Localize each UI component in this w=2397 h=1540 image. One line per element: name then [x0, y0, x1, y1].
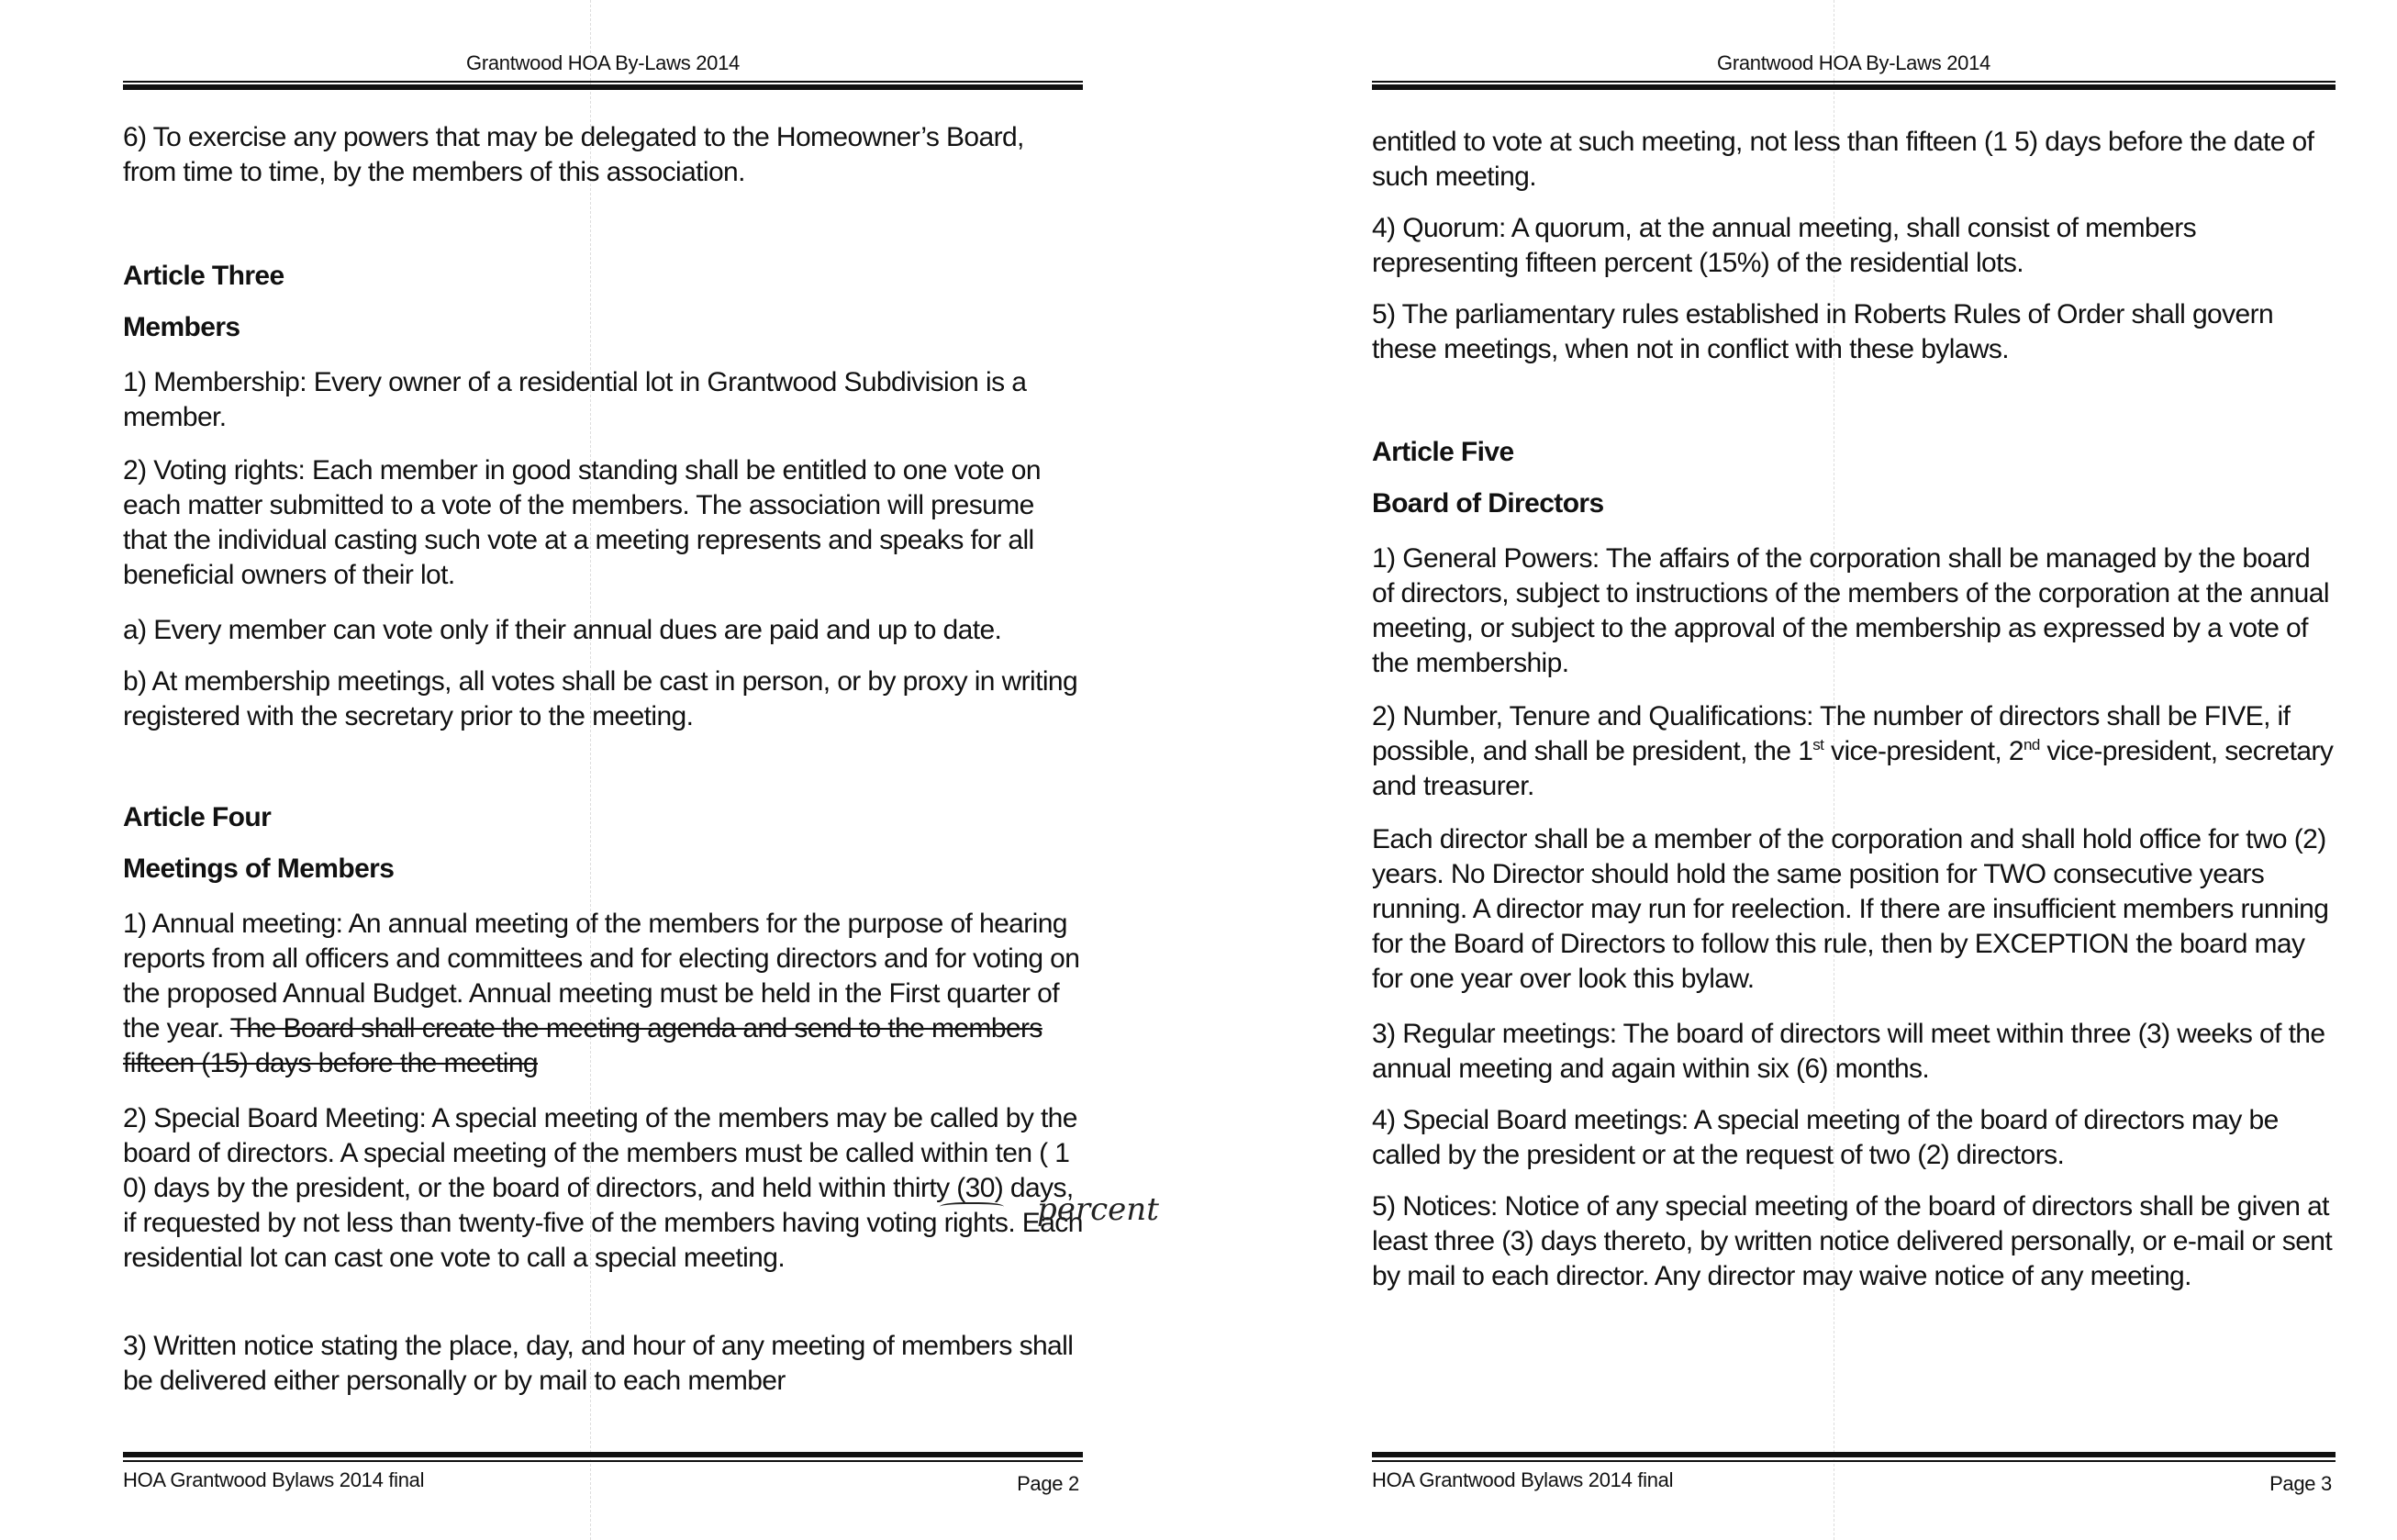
notice-continued-paragraph: entitled to vote at such meeting, not less than fifteen (1 5) days before the date of such meeting. — [1372, 127, 2314, 192]
page-number: Page 3 — [2269, 1472, 2332, 1495]
parliamentary-rules-paragraph: 5) The parliamentary rules established in Roberts Rules of Order shall govern these meetings, when not in conflict with these bylaws. — [1372, 299, 2274, 364]
dues-paragraph: a) Every member can vote only if their annual dues are paid and up to date. — [123, 615, 1002, 645]
voting-rights-paragraph: 2) Voting rights: Each member in good standing shall be entitled to one vote on each matter submitted to a vote of the members. The association will presume that the individual casting such vote at a meeting represents and speaks for all beneficial owners of their lot. — [123, 455, 1041, 590]
paragraph-6: 6) To exercise any powers that may be delegated to the Homeowner’s Board, from time to time, by the members of this association. — [123, 122, 1024, 187]
number-tenure-paragraph — [1372, 699, 2336, 804]
annual-meeting-paragraph — [123, 907, 1083, 1081]
header-rule — [123, 81, 1083, 90]
number-tenure-text: vice-president, secretary and treasurer. — [1372, 736, 2334, 801]
regular-meetings-paragraph: 3) Regular meetings: The board of directors will meet within three (3) weeks of the annual meeting and again within six (6) months. — [1372, 1019, 2325, 1084]
notices-paragraph: 5) Notices: Notice of any special meeting of the board of directors shall be given at least three (3) days thereto, by written notice delivered personally, or e-mail or sent by mail to each director. Any director may waive notice of any meeting. — [1372, 1191, 2333, 1291]
page-3 — [1372, 0, 2336, 1540]
written-notice-paragraph: 3) Written notice stating the place, day, and hour of any meeting of members shall be delivered either personally or by mail to each member — [123, 1331, 1074, 1396]
article-three-subtitle: Members — [123, 312, 240, 342]
article-five-title: Article Five — [1372, 437, 1514, 467]
proxy-paragraph: b) At membership meetings, all votes shall be cast in person, or by proxy in writing registered with the secretary prior to the meeting. — [123, 666, 1078, 731]
struck-text: The Board shall create the meeting agenda and send to the members fifteen (15) days before the meeting — [123, 1013, 1042, 1078]
quorum-paragraph: 4) Quorum: A quorum, at the annual meeting, shall consist of members representing fifteen percent (15%) of the residential lots. — [1372, 213, 2197, 278]
article-three-title: Article Three — [123, 261, 284, 291]
director-term-paragraph: Each director shall be a member of the corporation and shall hold office for two (2) years. No Director should hold the same position for TWO consecutive years running. A director may run for reelection. If there are insufficient members running for the Board of Directors to follow this rule, then by EXCEPTION the board may for one year over look this bylaw. — [1372, 824, 2329, 994]
handwritten-caret — [940, 1202, 1004, 1213]
ordinal-suffix: st — [1812, 736, 1824, 753]
article-four-subtitle: Meetings of Members — [123, 854, 395, 884]
page-header: Grantwood HOA By-Laws 2014 — [1717, 51, 1990, 74]
page-number: Page 2 — [1017, 1472, 1079, 1495]
footer-rule — [1372, 1452, 2336, 1463]
ordinal-suffix: nd — [2023, 736, 2040, 753]
footer-title: HOA Grantwood Bylaws 2014 final — [123, 1468, 425, 1491]
special-meeting-paragraph: 2) Special Board Meeting: A special meeting of the members may be called by the board of directors. A special meeting of the members must be called within ten ( 1 0) days by the president, or the board of directors, and held within thirty (30) days, if requested by not less than twenty-five of the members having voting rights. Each residential lot can cast one vote to call a special meeting. — [123, 1103, 1083, 1273]
number-tenure-text: vice-president, 2 — [1823, 736, 2024, 766]
general-powers-paragraph: 1) General Powers: The affairs of the corporation shall be managed by the board of directors, subject to instructions of the members of the corporation at the annual meeting, or subject to the approval of the membership as expressed by a vote of the membership. — [1372, 543, 2329, 678]
number-tenure-text: 2) Number, Tenure and Qualifications: The number of directors shall be FIVE, if possible, and shall be president, the 1 — [1372, 701, 2291, 766]
page-2 — [123, 0, 1159, 1540]
annual-meeting-text: 1) Annual meeting: An annual meeting of the members for the purpose of hearing reports from all officers and committees and for electing directors and for voting on the proposed Annual Budget. Annual meeting must be held in the First quarter of the year. — [123, 909, 1080, 1043]
handwritten-annotation: percent — [1037, 1191, 1159, 1228]
article-four-title: Article Four — [123, 802, 272, 832]
page-header: Grantwood HOA By-Laws 2014 — [466, 51, 740, 74]
membership-paragraph: 1) Membership: Every owner of a residential lot in Grantwood Subdivision is a member. — [123, 367, 1027, 432]
article-five-subtitle: Board of Directors — [1372, 488, 1604, 519]
header-rule — [1372, 81, 2336, 90]
footer-rule — [123, 1452, 1083, 1463]
footer-title: HOA Grantwood Bylaws 2014 final — [1372, 1468, 1674, 1491]
special-board-meetings-paragraph: 4) Special Board meetings: A special meeting of the board of directors may be called by the president or at the request of two (2) directors. — [1372, 1105, 2279, 1170]
